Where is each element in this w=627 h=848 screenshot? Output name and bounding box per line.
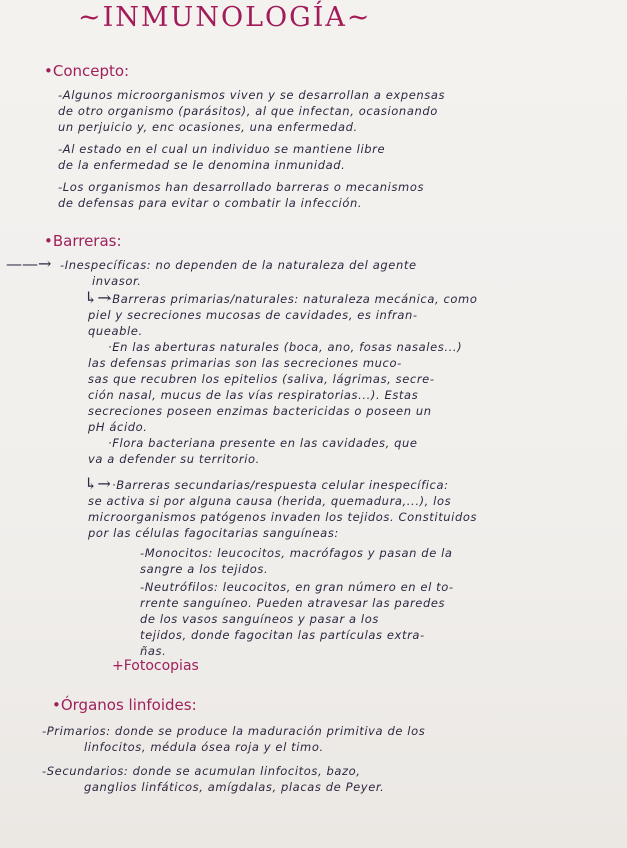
concepto-line: de la enfermedad se le denomina inmunidad. bbox=[58, 158, 346, 172]
primarias-line: las defensas primarias son las secreciones muco- bbox=[88, 356, 402, 370]
long-arrow-icon: ——→ bbox=[6, 254, 52, 273]
secundarias-line: tejidos, donde fagocitan las partículas extra- bbox=[140, 628, 425, 642]
organos-line: -Secundarios: donde se acumulan linfocitos, bazo, bbox=[42, 764, 361, 778]
inespecificas-line: -Inespecíficas: no dependen de la naturaleza del agente bbox=[60, 258, 417, 272]
primarias-line: queable. bbox=[88, 324, 143, 338]
concepto-line: -Los organismos han desarrollado barreras o mecanismos bbox=[58, 180, 425, 194]
secundarias-line: de los vasos sanguíneos y pasar a los bbox=[140, 612, 379, 626]
secundarias-line: -Monocitos: leucocitos, macrófagos y pasan de la bbox=[140, 546, 453, 560]
primarias-line: va a defender su territorio. bbox=[88, 452, 260, 466]
primarias-line: pH ácido. bbox=[88, 420, 148, 434]
secundarias-line: sangre a los tejidos. bbox=[140, 562, 269, 576]
curved-arrow-icon: ↳→ bbox=[84, 288, 111, 307]
inespecificas-line: invasor. bbox=[92, 274, 142, 288]
secundarias-line: -Neutrófilos: leucocitos, en gran número en el to- bbox=[140, 580, 454, 594]
page-title: ~INMUNOLOGÍA~ bbox=[78, 2, 372, 33]
organos-line: linfocitos, médula ósea roja y el timo. bbox=[84, 740, 324, 754]
secundarias-line: ·Barreras secundarias/respuesta celular inespecífica: bbox=[112, 478, 449, 492]
heading-organos: •Órganos linfoides: bbox=[52, 696, 197, 714]
concepto-line: -Algunos microorganismos viven y se desarrollan a expensas bbox=[58, 88, 446, 102]
concepto-line: -Al estado en el cual un individuo se mantiene libre bbox=[58, 142, 386, 156]
organos-line: -Primarios: donde se produce la maduración primitiva de los bbox=[42, 724, 426, 738]
primarias-line: ·Flora bacteriana presente en las cavidades, que bbox=[108, 436, 418, 450]
fotocopias-note: +Fotocopias bbox=[112, 658, 199, 674]
primarias-line: ·En las aberturas naturales (boca, ano, fosas nasales...) bbox=[108, 340, 463, 354]
secundarias-line: microorganismos patógenos invaden los tejidos. Constituidos bbox=[88, 510, 478, 524]
primarias-line: secreciones poseen enzimas bactericidas o poseen un bbox=[88, 404, 432, 418]
secundarias-line: por las células fagocitarias sanguíneas: bbox=[88, 526, 339, 540]
primarias-line: sas que recubren los epitelios (saliva, lágrimas, secre- bbox=[88, 372, 435, 386]
concepto-line: de otro organismo (parásitos), al que infectan, ocasionando bbox=[58, 104, 438, 118]
secundarias-line: se activa si por alguna causa (herida, quemadura,...), los bbox=[88, 494, 452, 508]
primarias-line: ción nasal, mucus de las vías respiratorias...). Estas bbox=[88, 388, 419, 402]
primarias-line: piel y secreciones mucosas de cavidades, es infran- bbox=[88, 308, 418, 322]
secundarias-line: ñas. bbox=[140, 644, 167, 658]
concepto-line: de defensas para evitar o combatir la infección. bbox=[58, 196, 363, 210]
curved-arrow-icon: ↳→ bbox=[84, 474, 111, 493]
heading-barreras: •Barreras: bbox=[44, 232, 122, 250]
heading-concepto: •Concepto: bbox=[44, 62, 130, 80]
secundarias-line: rrente sanguíneo. Pueden atravesar las paredes bbox=[140, 596, 446, 610]
concepto-line: un perjuicio y, enc ocasiones, una enfermedad. bbox=[58, 120, 358, 134]
primarias-line: ·Barreras primarias/naturales: naturaleza mecánica, como bbox=[108, 292, 478, 306]
organos-line: ganglios linfáticos, amígdalas, placas de Peyer. bbox=[84, 780, 385, 794]
